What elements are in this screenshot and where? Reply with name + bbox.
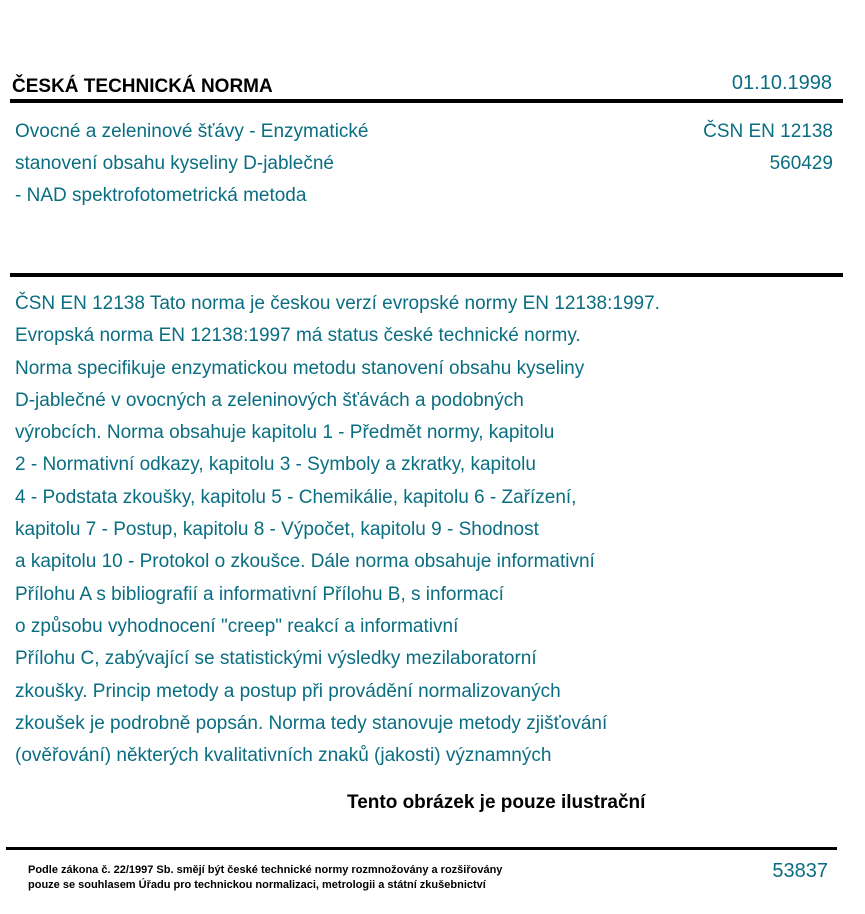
abstract-text (15, 288, 775, 772)
abstract-line: kapitolu 7 - Postup, kapitolu 8 - Výpočet, kapitolu 9 - Shodnost (15, 519, 539, 541)
abstract-line: Norma specifikuje enzymatickou metodu stanovení obsahu kyseliny (15, 357, 585, 379)
abstract-line: ČSN EN 12138 Tato norma je českou verzí evropské normy EN 12138:1997. (15, 293, 660, 314)
abstract-line: zkoušky. Princip metody a postup při provádění normalizovaných (15, 680, 561, 702)
abstract-line: o způsobu vyhodnocení "creep" reakcí a informativní (15, 615, 459, 637)
copyright-notice (28, 863, 502, 893)
class-code: 560429 (769, 153, 833, 174)
copyright-line: pouze se souhlasem Úřadu pro technickou normalizaci, metrologii a státní zkušebnictví (28, 879, 486, 891)
footer-divider (6, 847, 837, 850)
title-divider (10, 273, 843, 277)
abstract-line: (ověřování) některých kvalitativních znaků (jakosti) významných (15, 745, 552, 767)
abstract-line: zkoušek je podrobně popsán. Norma tedy stanovuje metody zjišťování (15, 712, 608, 734)
header-divider (10, 99, 843, 103)
abstract-line: Přílohu C, zabývající se statistickými výsledky mezilaboratorní (15, 648, 537, 670)
abstract-line: D-jablečné v ovocných a zeleninových šťávách a podobných (15, 389, 524, 411)
document-identifiers (703, 116, 833, 180)
abstract-line: Evropská norma EN 12138:1997 má status české technické normy. (15, 325, 581, 347)
abstract-line: a kapitolu 10 - Protokol o zkoušce. Dále norma obsahuje informativní (15, 551, 595, 573)
standard-type-heading: ČESKÁ TECHNICKÁ NORMA (12, 76, 273, 97)
abstract-line: 4 - Podstata zkoušky, kapitolu 5 - Chemikálie, kapitolu 6 - Zařízení, (15, 486, 577, 508)
abstract-line: výrobcích. Norma obsahuje kapitolu 1 - Předmět normy, kapitolu (15, 422, 555, 444)
document-title (15, 116, 369, 212)
illustration-notice: Tento obrázek je pouze ilustrační (347, 792, 646, 813)
title-line: - NAD spektrofotometrická metoda (15, 185, 307, 206)
title-line: stanovení obsahu kyseliny D-jablečné (15, 153, 334, 174)
abstract-line: Přílohu A s bibliografií a informativní Přílohu B, s informací (15, 583, 504, 605)
document-number: 53837 (772, 860, 828, 882)
copyright-line: Podle zákona č. 22/1997 Sb. smějí být české technické normy rozmnožovány a rozšiřovány (28, 864, 503, 876)
standard-number: ČSN EN 12138 (703, 121, 833, 142)
abstract-line: 2 - Normativní odkazy, kapitolu 3 - Symboly a zkratky, kapitolu (15, 454, 536, 476)
title-line: Ovocné a zeleninové šťávy - Enzymatické (15, 121, 369, 142)
publication-date: 01.10.1998 (731, 72, 832, 94)
